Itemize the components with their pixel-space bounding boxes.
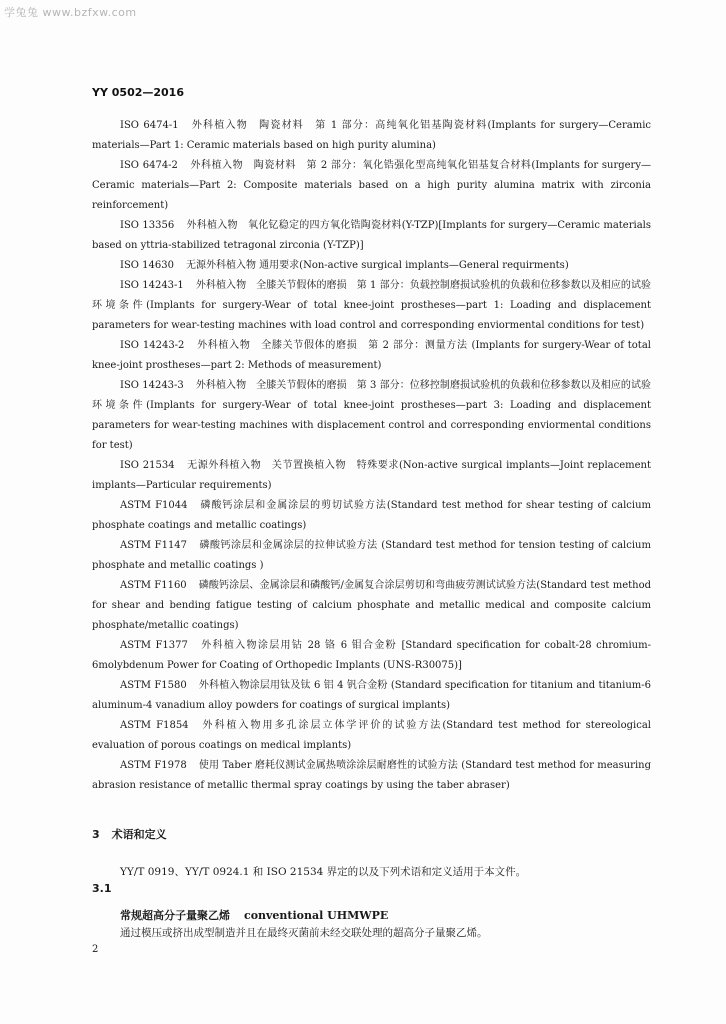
reference-entry — [92, 756, 651, 796]
reference-text: 外科植入物 全膝关节假体的磨损 第 1 部分：负载控制磨损试验机的负载和位移参数以及相应的试验环境条件(Implants for surgery-Wear of total knee-joint prostheses—part 1: Loading and displacement parameters for wear-testing machines with load control and corresponding enviormental conditions for test) — [92, 280, 651, 331]
reference-text: 外科植入物 陶瓷材料 第 2 部分：氧化锆强化型高纯氧化铝基复合材料(Implants for surgery—Ceramic materials—Part 2: Composite materials based on a high purity alumina matrix with zirconia reinforcement) — [92, 160, 651, 211]
clause-number: 3.1 — [92, 882, 112, 895]
reference-code: ISO 14243-1 — [120, 280, 184, 291]
reference-text: 外科植入物用多孔涂层立体学评价的试验方法(Standard test method for stereological evaluation of porous coatings on medical implants) — [92, 720, 651, 751]
terms-intro: YY/T 0919、YY/T 0924.1 和 ISO 21534 界定的以及下列术语和定义适用于本文件。 — [120, 866, 527, 878]
section-number: 3 — [92, 828, 100, 841]
reference-entry — [92, 576, 651, 636]
watermark: 学兔兔 www.bzfxw.com — [4, 6, 137, 19]
reference-code: ISO 14243-3 — [120, 380, 184, 391]
reference-entry — [92, 496, 651, 536]
normative-references-list — [92, 116, 651, 796]
reference-code: ASTM F1377 — [120, 640, 188, 651]
reference-entry — [92, 156, 651, 216]
reference-entry — [92, 256, 651, 276]
reference-entry — [92, 216, 651, 256]
reference-code: ASTM F1978 — [120, 760, 187, 771]
reference-code: ASTM F1147 — [120, 540, 188, 551]
reference-text: 外科植入物涂层用钴 28 铬 6 钼合金粉 [Standard specification for cobalt-28 chromium-6molybdenum Power for Coating of Orthopedic Implants (UNS-R30075)] — [92, 640, 651, 671]
reference-text: 无源外科植入物 通用要求(Non-active surgical implants—General requirments) — [186, 260, 569, 271]
reference-code: ISO 6474-2 — [120, 160, 178, 171]
term-name-en: conventional UHMWPE — [244, 909, 389, 922]
reference-entry — [92, 456, 651, 496]
reference-text: 磷酸钙涂层和金属涂层的拉伸试验方法 (Standard test method for tension testing of calcium phosphate and metallic coatings ) — [92, 540, 651, 571]
reference-text: 外科植入物 全膝关节假体的磨损 第 2 部分：测量方法 (Implants for surgery-Wear of total knee-joint prostheses—part 2: Methods of measurement) — [92, 340, 651, 371]
reference-entry — [92, 376, 651, 456]
reference-code: ISO 13356 — [120, 220, 175, 231]
reference-entry — [92, 636, 651, 676]
reference-entry — [92, 536, 651, 576]
reference-text: 外科植入物 全膝关节假体的磨损 第 3 部分：位移控制磨损试验机的负载和位移参数以及相应的试验环境条件(Implants for surgery-Wear of total knee-joint prostheses—part 3: Loading and displacement parameters for wear-testing machines with displacement control and corresponding enviormental conditions for test) — [92, 380, 651, 451]
standard-number: YY 0502—2016 — [92, 86, 184, 99]
reference-text: 外科植入物 氧化钇稳定的四方氧化锆陶瓷材料(Y-TZP)[Implants for surgery—Ceramic materials based on yttria-stabilized tetragonal zirconia (Y-TZP)] — [92, 220, 651, 251]
reference-entry — [92, 276, 651, 336]
reference-code: ASTM F1160 — [120, 580, 187, 591]
reference-entry — [92, 336, 651, 376]
reference-text: 无源外科植入物 关节置换植入物 特殊要求(Non-active surgical implants—Joint replacement implants—Particular requirements) — [92, 460, 651, 491]
reference-code: ASTM F1044 — [120, 500, 188, 511]
reference-text: 磷酸钙涂层、金属涂层和磷酸钙/金属复合涂层剪切和弯曲疲劳测试试验方法(Standard test method for shear and bending fatigue testing of calcium phosphate and metallic medical and composite calcium phosphate/metallic coatings) — [92, 580, 651, 631]
reference-text: 磷酸钙涂层和金属涂层的剪切试验方法(Standard test method for shear testing of calcium phosphate coatings and metallic coatings) — [92, 500, 651, 531]
reference-entry — [92, 116, 651, 156]
reference-text: 使用 Taber 磨耗仪测试金属热喷涂涂层耐磨性的试验方法 (Standard test method for measuring abrasion resistance of metallic thermal spray coatings by using the taber abraser) — [92, 760, 651, 791]
reference-text: 外科植入物 陶瓷材料 第 1 部分：高纯氧化铝基陶瓷材料(Implants for surgery—Ceramic materials—Part 1: Ceramic materials based on high purity alumina) — [92, 120, 651, 151]
reference-code: ASTM F1854 — [120, 720, 189, 731]
section-heading — [92, 826, 167, 842]
term-name-cn: 常规超高分子量聚乙烯 — [120, 909, 230, 922]
reference-entry — [92, 716, 651, 756]
reference-code: ASTM F1580 — [120, 680, 187, 691]
reference-code: ISO 6474-1 — [120, 120, 179, 131]
term-name — [120, 907, 388, 923]
page-number: 2 — [92, 944, 99, 955]
reference-entry — [92, 676, 651, 716]
term-definition: 通过模压或挤出成型制造并且在最终灭菌前未经交联处理的超高分子量聚乙烯。 — [120, 927, 488, 939]
reference-code: ISO 14630 — [120, 260, 174, 271]
reference-code: ISO 21534 — [120, 460, 175, 471]
reference-text: 外科植入物涂层用钛及钛 6 铝 4 钒合金粉 (Standard specification for titanium and titanium-6 aluminum-4 vanadium alloy powders for coatings of surgical implants) — [92, 680, 651, 711]
section-title: 术语和定义 — [111, 828, 167, 841]
reference-code: ISO 14243-2 — [120, 340, 185, 351]
